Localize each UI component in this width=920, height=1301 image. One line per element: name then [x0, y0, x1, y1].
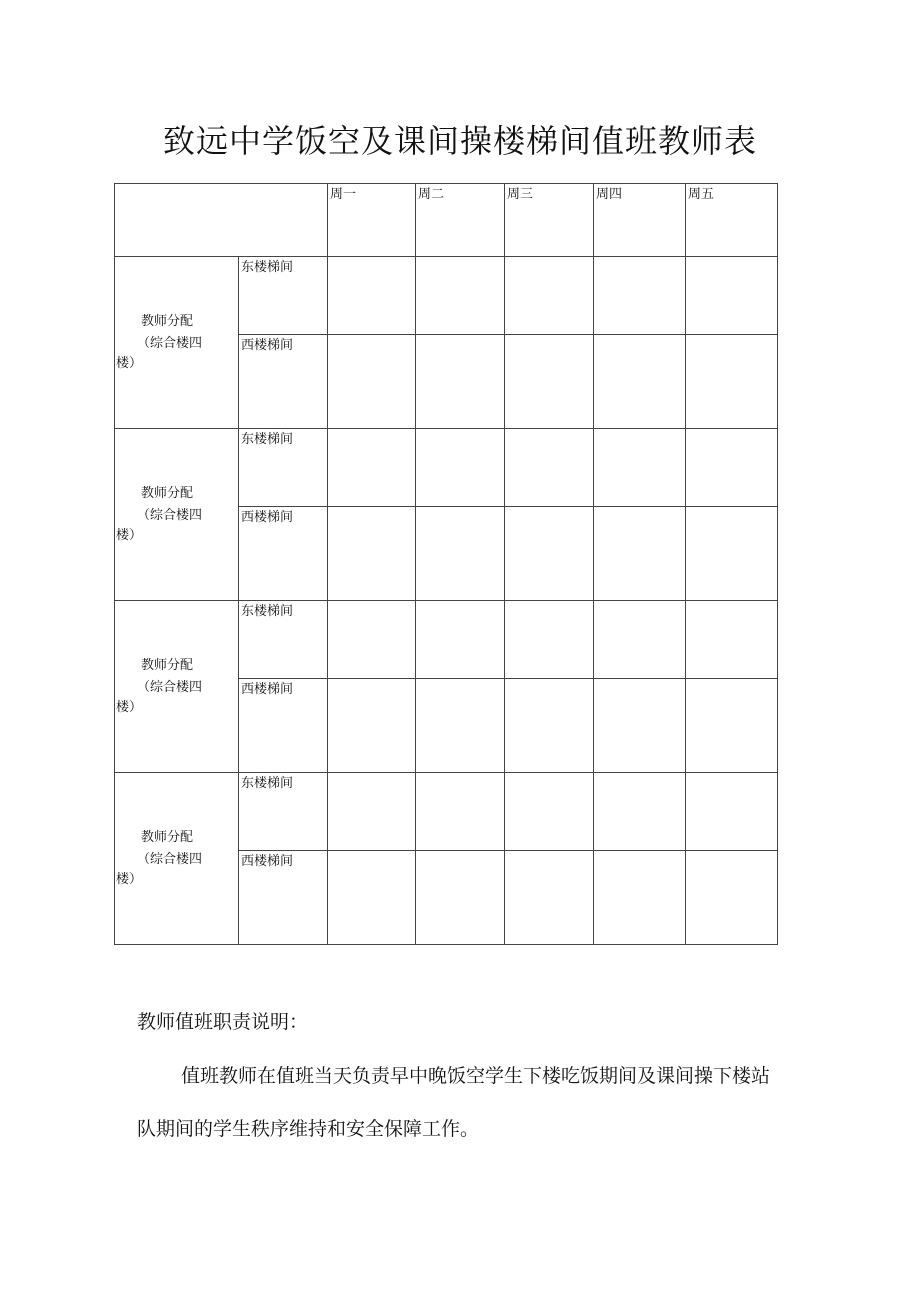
day-header-fri: 周五 — [686, 184, 778, 257]
duty-cell[interactable] — [686, 773, 778, 851]
duty-cell[interactable] — [594, 335, 686, 429]
group-label-cell — [115, 257, 239, 429]
group-label-line: （综合楼四 — [137, 851, 203, 867]
duty-cell[interactable] — [416, 773, 505, 851]
group-label-line: （综合楼四 — [137, 507, 203, 523]
duty-cell[interactable] — [416, 851, 505, 945]
east-stair-label: 东楼梯间 — [239, 601, 328, 679]
duty-cell[interactable] — [594, 851, 686, 945]
duty-cell[interactable] — [416, 335, 505, 429]
group-label-line: 楼） — [116, 871, 143, 887]
group-label-line: 教师分配 — [141, 485, 194, 501]
west-stair-label: 西楼梯间 — [239, 851, 328, 945]
duty-cell[interactable] — [505, 679, 594, 773]
duty-cell[interactable] — [686, 335, 778, 429]
duty-cell[interactable] — [505, 601, 594, 679]
duty-cell[interactable] — [686, 429, 778, 507]
duty-cell[interactable] — [416, 507, 505, 601]
duty-cell[interactable] — [505, 429, 594, 507]
group-label-line: 教师分配 — [141, 657, 194, 673]
duty-cell[interactable] — [594, 679, 686, 773]
day-header-thu: 周四 — [594, 184, 686, 257]
notes-heading: 教师值班职责说明： — [137, 1011, 309, 1033]
table-row — [115, 601, 778, 679]
duty-cell[interactable] — [328, 773, 416, 851]
duty-cell[interactable] — [328, 429, 416, 507]
page-title: 致远中学饭空及课间操楼梯间值班教师表 — [162, 122, 757, 160]
notes-body: 值班教师在值班当天负责早中晚饭空学生下楼吃饭期间及课间操下楼站队期间的学生秩序维持和安全保障工作。 — [137, 1065, 771, 1140]
duty-cell[interactable] — [328, 507, 416, 601]
group-label-line: 楼） — [116, 355, 143, 371]
duty-cell[interactable] — [686, 507, 778, 601]
duty-cell[interactable] — [505, 773, 594, 851]
east-stair-label: 东楼梯间 — [239, 773, 328, 851]
group-label-line: 教师分配 — [141, 829, 194, 845]
day-header-wed: 周三 — [505, 184, 594, 257]
duty-cell[interactable] — [328, 679, 416, 773]
duty-cell[interactable] — [505, 257, 594, 335]
duty-cell[interactable] — [686, 679, 778, 773]
duty-cell[interactable] — [594, 601, 686, 679]
group-label-cell — [115, 429, 239, 601]
day-header-tue: 周二 — [416, 184, 505, 257]
group-label-line: 楼） — [116, 699, 143, 715]
duty-cell[interactable] — [505, 507, 594, 601]
east-stair-label: 东楼梯间 — [239, 429, 328, 507]
duty-cell[interactable] — [686, 601, 778, 679]
group-label-line: 楼） — [116, 527, 143, 543]
duty-cell[interactable] — [416, 429, 505, 507]
duty-cell[interactable] — [686, 851, 778, 945]
duty-cell[interactable] — [594, 507, 686, 601]
duty-cell[interactable] — [686, 257, 778, 335]
group-label-line: （综合楼四 — [137, 335, 203, 351]
group-label-line: 教师分配 — [141, 313, 194, 329]
duty-cell[interactable] — [328, 257, 416, 335]
duty-cell[interactable] — [328, 335, 416, 429]
duty-cell[interactable] — [328, 851, 416, 945]
duty-cell[interactable] — [416, 679, 505, 773]
west-stair-label: 西楼梯间 — [239, 335, 328, 429]
table-row — [115, 773, 778, 851]
duty-cell[interactable] — [594, 429, 686, 507]
header-corner-cell — [115, 184, 328, 257]
west-stair-label: 西楼梯间 — [239, 679, 328, 773]
duty-cell[interactable] — [594, 257, 686, 335]
table-row — [115, 257, 778, 335]
duty-cell[interactable] — [505, 851, 594, 945]
duty-cell[interactable] — [505, 335, 594, 429]
duty-cell[interactable] — [328, 601, 416, 679]
day-header-mon: 周一 — [328, 184, 416, 257]
duty-cell[interactable] — [416, 601, 505, 679]
group-label-cell — [115, 773, 239, 945]
group-label-line: （综合楼四 — [137, 679, 203, 695]
east-stair-label: 东楼梯间 — [239, 257, 328, 335]
west-stair-label: 西楼梯间 — [239, 507, 328, 601]
duty-roster-table — [114, 183, 778, 945]
duty-cell[interactable] — [416, 257, 505, 335]
duty-cell[interactable] — [594, 773, 686, 851]
table-row — [115, 429, 778, 507]
header-row — [115, 184, 778, 257]
group-label-cell — [115, 601, 239, 773]
